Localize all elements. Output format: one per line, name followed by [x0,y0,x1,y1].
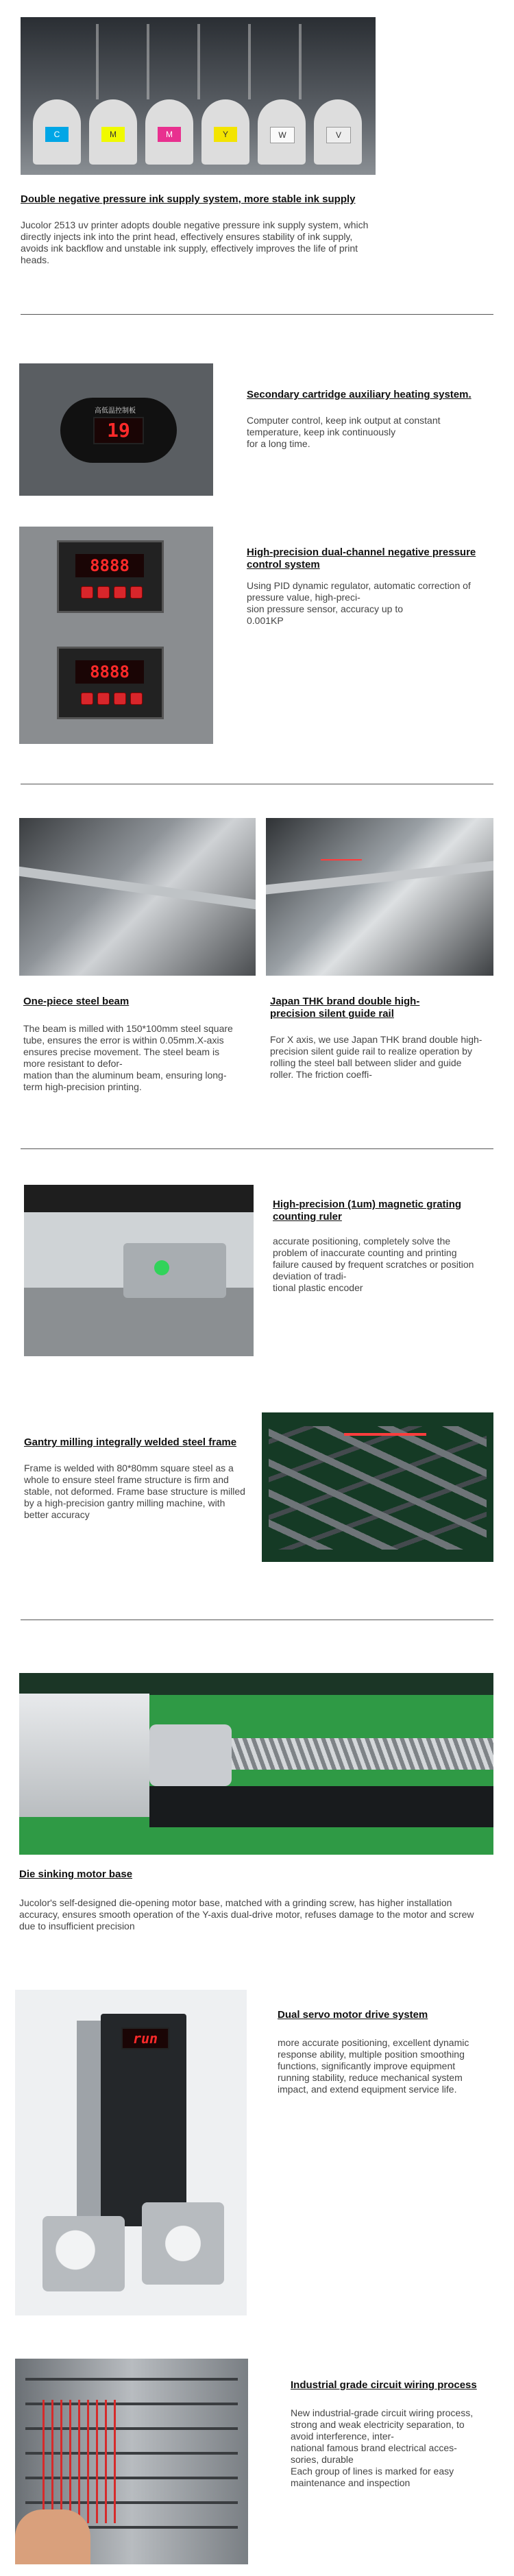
grating-title: High-precision (1um) magnetic grating counting ruler [273,1199,462,1223]
pressure-title: High-precision dual-channel negative pressure control system [247,546,476,570]
heating-device-label: 高低温控制板 [95,407,136,415]
guide-rail-photo [266,818,493,976]
ink-label-v: V [326,127,351,143]
servo-driver-unit [101,2014,186,2226]
steel-beam-body: The beam is milled with 150*100mm steel square tube, ensures the error is within 0.05mm.X-axis ensures precise movement. The steel beam is more resistant to defor- mation than the aluminum beam, ensuring long-term high-precision printing. [23,1023,233,1092]
ink-label-m1: M [101,127,125,142]
steel-beam-title: One-piece steel beam [23,996,130,1007]
heating-controller-device [60,398,177,463]
ink-cartridge-row [33,99,362,165]
servo-title: Dual servo motor drive system [278,2009,428,2021]
ink-label-y: Y [214,127,237,142]
ink-cartridge-m2 [145,99,193,165]
heating-body: Computer control, keep ink output at constant temperature, keep ink continuously for a long time. [247,415,441,449]
rail-stripe [266,861,493,895]
gantry-red-line [344,1433,426,1436]
gantry-title: Gantry milling integrally welded steel frame [24,1436,237,1448]
pressure-display-2: 8888 [74,659,145,685]
pressure-button[interactable] [97,693,110,705]
pressure-button[interactable] [97,586,110,599]
wiring-cabinet-photo [15,2359,248,2564]
heating-display: 19 [93,417,144,444]
pressure-button[interactable] [81,693,93,705]
ball-screw [232,1738,493,1770]
pressure-button[interactable] [130,693,143,705]
ink-label-c: C [45,127,69,142]
pressure-button[interactable] [114,693,126,705]
steel-beam-photo [19,818,256,976]
motor-base-title: Die sinking motor base [19,1868,133,1880]
beam-rail-stripe [19,867,256,909]
magnetic-grating-photo [24,1185,254,1356]
wiring-red-cables [36,2400,118,2523]
wiring-title: Industrial grade circuit wiring process [291,2379,477,2391]
servo-display: run [121,2027,169,2049]
grating-motor [123,1243,226,1298]
servo-drive-photo [15,1990,247,2315]
ink-label-w: W [270,127,295,143]
ink-supply-photo [21,17,376,175]
grating-indicator [154,1260,169,1275]
ink-supply-title: Double negative pressure ink supply system, more stable ink supply [21,193,356,205]
wiring-hand [15,2509,90,2564]
gantry-frame-bars [269,1426,487,1550]
ink-supply-body: Jucolor 2513 uv printer adopts double negative pressure ink supply system, which directly injects ink into the print head, effectively ensures stability of ink supply, avoids ink backflow and unstable ink supply, effectively improves the life of print heads. [21,219,369,265]
pressure-buttons-1 [81,586,143,599]
motor-base-plate [149,1786,493,1827]
pressure-button[interactable] [81,586,93,599]
laser-line [321,859,362,860]
grating-body: accurate positioning, completely solve the problem of inaccurate counting and printing failure caused by frequent scratches or position deviation of tradi- tional plastic encoder [273,1236,474,1293]
ink-cartridge-c [33,99,81,165]
section-divider-1 [21,314,493,315]
motor-base-photo [19,1673,493,1855]
servo-body: more accurate positioning, excellent dynamic response ability, multiple position smoothing functions, significantly improve equipment running stability, reduce mechanical system impact, and extend equipment service life. [278,2037,469,2095]
ink-label-m2: M [158,127,181,142]
servo-driver-side [77,2021,101,2226]
heating-title: Secondary cartridge auxiliary heating system. [247,389,472,400]
pressure-controller-photo [19,527,213,744]
gantry-frame-photo [262,1412,493,1562]
gantry-body: Frame is welded with 80*80mm square steel as a whole to ensure steel frame structure is firm and stable, not deformed. Frame base structure is milled by a high-precision gantry milling machine, with better accuracy [24,1462,245,1520]
pressure-display-1: 8888 [74,553,145,579]
motor-base-body: Jucolor's self-designed die-opening motor base, matched with a grinding screw, has higher installation accuracy, ensures smooth operation of the Y-axis dual-drive motor, refuses damage to the motor and screw due to insufficient precision [19,1897,474,1931]
pressure-button[interactable] [114,586,126,599]
ink-cartridge-w [258,99,306,165]
servo-motor-1 [42,2216,125,2291]
motor-body [19,1694,149,1817]
pressure-button[interactable] [130,586,143,599]
pressure-panel-2 [57,647,164,719]
ink-cartridge-m1 [89,99,137,165]
pressure-body: Using PID dynamic regulator, automatic correction of pressure value, high-preci- sion pressure sensor, accuracy up to 0.001KP [247,580,471,626]
pressure-buttons-2 [81,693,143,705]
guide-rail-body: For X axis, we use Japan THK brand double high-precision silent guide rail to realize operation by rolling the steel ball between slider and guide roller. The friction coeffi- [270,1034,482,1080]
guide-rail-title: Japan THK brand double high-precision silent guide rail [270,996,420,1020]
ink-cartridge-y [201,99,249,165]
pressure-panel-1 [57,540,164,613]
heating-controller-photo [19,363,213,496]
motor-coupling [149,1724,232,1786]
ink-tube-lines [48,24,350,99]
section-divider-3 [21,1148,493,1149]
wiring-body: New industrial-grade circuit wiring process, strong and weak electricity separation, to avoid interference, inter- national famous brand electrical acces- sories, durable Each group of lines is marked for easy maintenance and inspection [291,2407,474,2488]
servo-motor-2 [142,2202,224,2285]
ink-cartridge-v [314,99,362,165]
